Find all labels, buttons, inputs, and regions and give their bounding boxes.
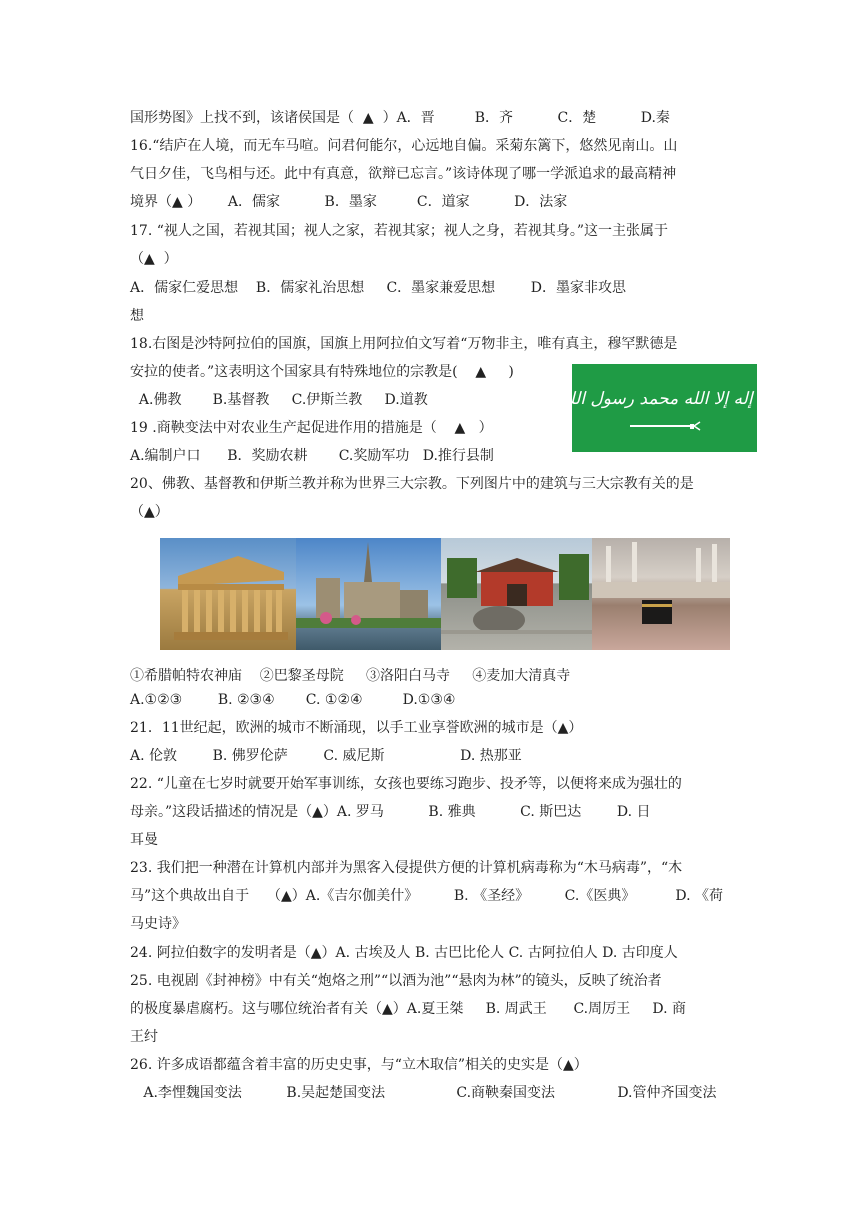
question-17-line-2: （▲ ） <box>130 251 178 267</box>
question-20-line-1: 20、佛教、基督教和伊斯兰教并称为世界三大宗教。下列图片中的建筑与三大宗教有关的是 <box>130 476 694 492</box>
question-21-options: A. 伦敦 B. 佛罗伦萨 C. 威尼斯 D. 热那亚 <box>130 748 522 764</box>
question-20-line-2: （▲） <box>130 504 169 520</box>
notre-dame-image <box>296 538 441 650</box>
question-16-line-2: 气日夕佳，飞鸟相与还。此中有真意，欲辩已忘言。”该诗体现了哪一学派追求的最高精神 <box>130 166 677 182</box>
question-20-options: A.①②③ B. ②③④ C. ①②④ D.①③④ <box>130 692 456 708</box>
text-line: 国形势图》上找不到，该诸侯国是（ ▲ ）A．晋 B．齐 C．楚 D.秦 <box>130 110 670 126</box>
question-18-options: A.佛教 B.基督教 C.伊斯兰教 D.道教 <box>130 392 428 408</box>
question-21: 21．11世纪起，欧洲的城市不断涌现，以手工业享誉欧洲的城市是（▲） <box>130 720 583 736</box>
mecca-mosque-image <box>592 538 730 650</box>
question-18-line-2: 安拉的使者。”这表明这个国家具有特殊地位的宗教是( ▲ ) <box>130 364 514 380</box>
saudi-flag-image <box>560 364 768 452</box>
question-24: 24. 阿拉伯数字的发明者是（▲）A. 古埃及人 B. 古巴比伦人 C. 古阿拉伯人 D. 古印度人 <box>130 945 678 961</box>
question-17-line-1: 17. “视人之国，若视其国；视人之家，若视其家；视人之身，若视其身。”这一主张属于 <box>130 223 669 239</box>
question-18-line-1: 18.右图是沙特阿拉伯的国旗，国旗上用阿拉伯文写着“万物非主，唯有真主，穆罕默德是 <box>130 336 678 352</box>
question-20-captions: ①希腊帕特农神庙 ②巴黎圣母院 ③洛阳白马寺 ④麦加大清真寺 <box>130 668 571 684</box>
question-22-line-3: 耳曼 <box>130 832 158 848</box>
parthenon-image <box>160 538 296 650</box>
question-26-options: A.李悝魏国变法 B.吴起楚国变法 C.商鞅秦国变法 D.管仲齐国变法 <box>130 1085 717 1101</box>
question-23-line-1: 23. 我们把一种潜在计算机内部并为黑客入侵提供方便的计算机病毒称为“木马病毒”，“木 <box>130 860 683 876</box>
white-horse-temple-image <box>441 538 592 650</box>
question-19: 19 .商鞅变法中对农业生产起促进作用的措施是（ ▲ ） <box>130 420 493 436</box>
flag-shahada-text: لا إله إلا الله محمد رسول الله <box>560 389 768 409</box>
question-16-options: 境界（▲ ） A．儒家 B．墨家 C．道家 D．法家 <box>130 194 568 210</box>
question-26: 26. 许多成语都蕴含着丰富的历史史事，与“立木取信”相关的史实是（▲） <box>130 1057 588 1073</box>
question-19-options: A.编制户口 B．奖励农耕 C.奖励军功 D.推行县制 <box>130 448 494 464</box>
question-17-options-wrap: 想 <box>130 308 144 324</box>
question-17-options: A．儒家仁爱思想 B．儒家礼治思想 C．墨家兼爱思想 D．墨家非攻思 <box>130 280 626 296</box>
question-25-line-3: 王纣 <box>130 1029 158 1045</box>
question-23-line-2: 马”这个典故出自于 （▲）A.《吉尔伽美什》 B. 《圣经》 C.《医典》 D. 《荷 <box>130 888 724 904</box>
question-22-line-2: 母亲。”这段话描述的情况是（▲）A. 罗马 B. 雅典 C. 斯巴达 D. 日 <box>130 804 651 820</box>
question-16-line-1: 16.“结庐在人境，而无车马喧。问君何能尔，心远地自偏。采菊东篱下，悠然见南山。山 <box>130 138 678 154</box>
question-25-line-2: 的极度暴虐腐朽。这与哪位统治者有关（▲）A.夏王桀 B. 周武王 C.周厉王 D. 商 <box>130 1001 687 1017</box>
question-25-line-1: 25. 电视剧《封神榜》中有关“炮烙之刑”“以酒为池”“悬肉为林”的镜头，反映了统治者 <box>130 973 662 989</box>
question-23-line-3: 马史诗》 <box>130 916 186 932</box>
question-22-line-1: 22. “儿童在七岁时就要开始军事训练，女孩也要练习跑步、投矛等，以便将来成为强壮的 <box>130 776 682 792</box>
